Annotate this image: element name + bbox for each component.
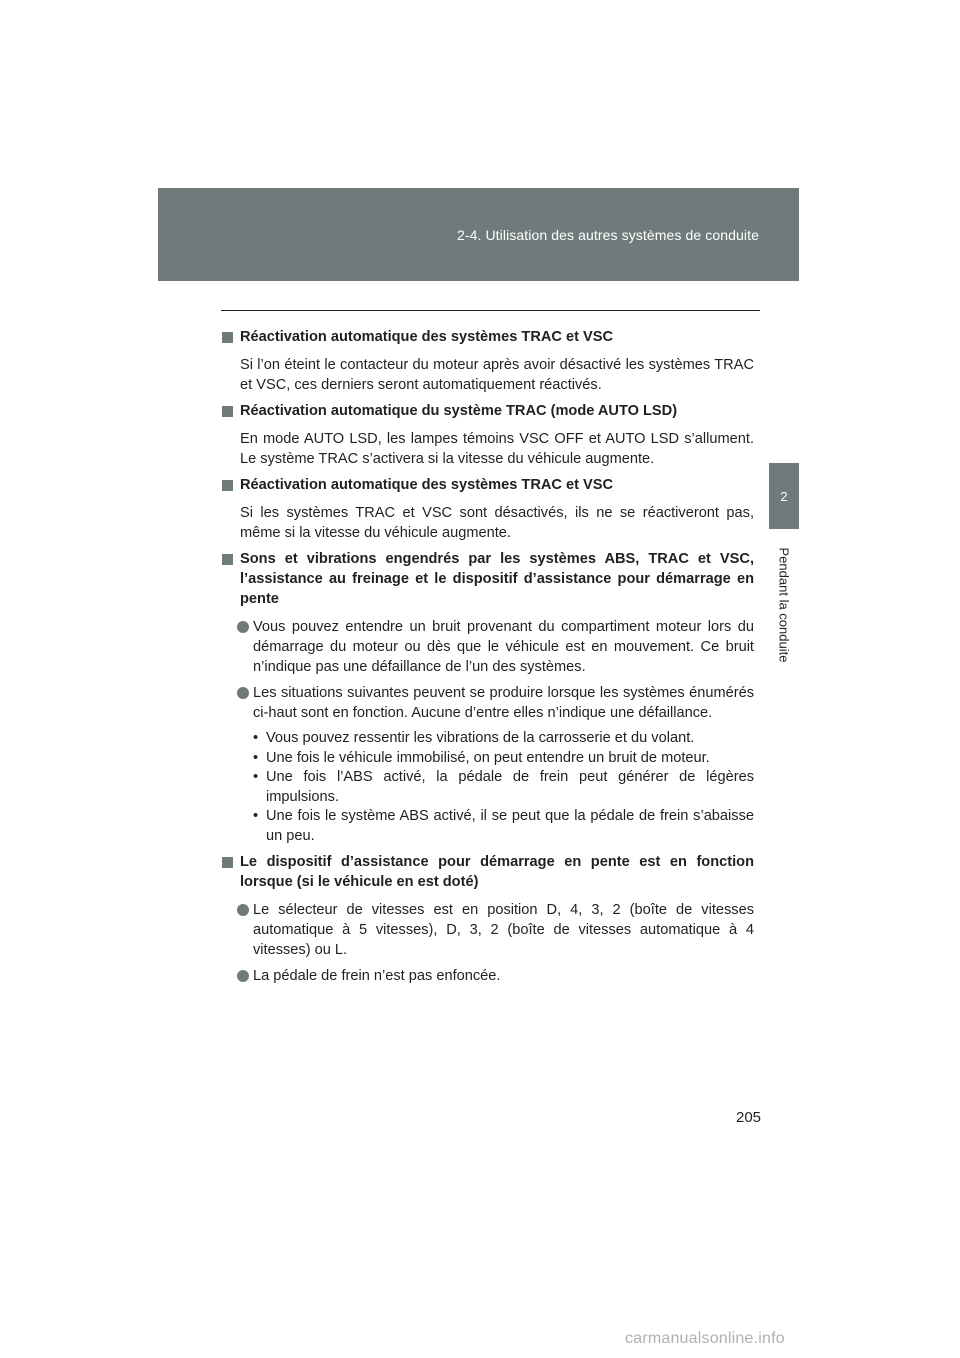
bullet-item: • Vous pouvez ressentir les vibrations de la carrosserie et du volant. — [222, 729, 754, 749]
list-item: La pédale de frein n’est pas enfoncée. — [222, 966, 754, 986]
circle-bullet-icon — [237, 621, 249, 633]
list-item: Vous pouvez entendre un bruit provenant du compartiment moteur lors du démarrage du moteur ou dès que le véhicule est en mouvement. Ce bruit n’indique pas une défaillance de l’un des systèmes. — [222, 617, 754, 677]
chapter-tab — [769, 463, 799, 529]
circle-bullet-icon — [237, 970, 249, 982]
square-bullet-icon — [222, 480, 233, 491]
square-bullet-icon — [222, 406, 233, 417]
bullet-icon: • — [253, 749, 259, 766]
page-content — [222, 327, 754, 992]
section-body: Si les systèmes TRAC et VSC sont désactivés, ils ne se réactiveront pas, même si la vitesse du véhicule augmente. — [240, 505, 754, 541]
page-number: 205 — [736, 1109, 762, 1126]
bullet-icon: • — [253, 808, 259, 824]
section-heading: Sons et vibrations engendrés par les systèmes ABS, TRAC et VSC, l’assistance au freinage et le dispositif d’assistance pour démarrage en pente — [222, 549, 754, 609]
header-band — [158, 188, 799, 281]
section-heading: Réactivation automatique des systèmes TRAC et VSC — [222, 327, 754, 347]
circle-bullet-icon — [237, 687, 249, 699]
section-body: Si l’on éteint le contacteur du moteur après avoir désactivé les systèmes TRAC et VSC, ces derniers seront automatiquement réactivés. — [240, 357, 754, 393]
section-heading: Réactivation automatique des systèmes TRAC et VSC — [222, 475, 754, 495]
bullet-icon: • — [253, 730, 259, 746]
section-title: 2-4. Utilisation des autres systèmes de conduite — [456, 227, 759, 243]
chapter-label: Pendant la conduite — [776, 547, 792, 663]
section-heading: Réactivation automatique du système TRAC (mode AUTO LSD) — [222, 401, 754, 421]
chapter-number: 2 — [780, 489, 788, 504]
bullet-item: • Une fois l’ABS activé, la pédale de frein peut générer de légères impulsions. — [253, 769, 754, 805]
section-body: En mode AUTO LSD, les lampes témoins VSC OFF et AUTO LSD s’allument. Le système TRAC s’activera si la vitesse du véhicule augmente. — [240, 431, 754, 467]
list-item: Les situations suivantes peuvent se produire lorsque les systèmes énumérés ci-haut sont en fonction. Aucune d’entre elles n’indique une défaillance. — [222, 683, 754, 723]
square-bullet-icon — [222, 554, 233, 565]
square-bullet-icon — [222, 332, 233, 343]
watermark: carmanualsonline.info — [625, 1330, 785, 1347]
list-item: Le sélecteur de vitesses est en position D, 4, 3, 2 (boîte de vitesses automatique à 5 vitesses), D, 3, 2 (boîte de vitesses automatique à 4 vitesses) ou L. — [222, 900, 754, 960]
bullet-item: • Une fois le système ABS activé, il se peut que la pédale de frein s’abaisse un peu. — [253, 808, 754, 844]
bullet-item: • Une fois le véhicule immobilisé, on peut entendre un bruit de moteur. — [222, 749, 754, 769]
bullet-list — [222, 729, 754, 846]
circle-bullet-icon — [237, 904, 249, 916]
square-bullet-icon — [222, 857, 233, 868]
bullet-icon: • — [253, 769, 259, 785]
section-heading: Le dispositif d’assistance pour démarrage en pente est en fonction lorsque (si le véhicule en est doté) — [222, 852, 754, 892]
header-rule — [221, 310, 760, 311]
